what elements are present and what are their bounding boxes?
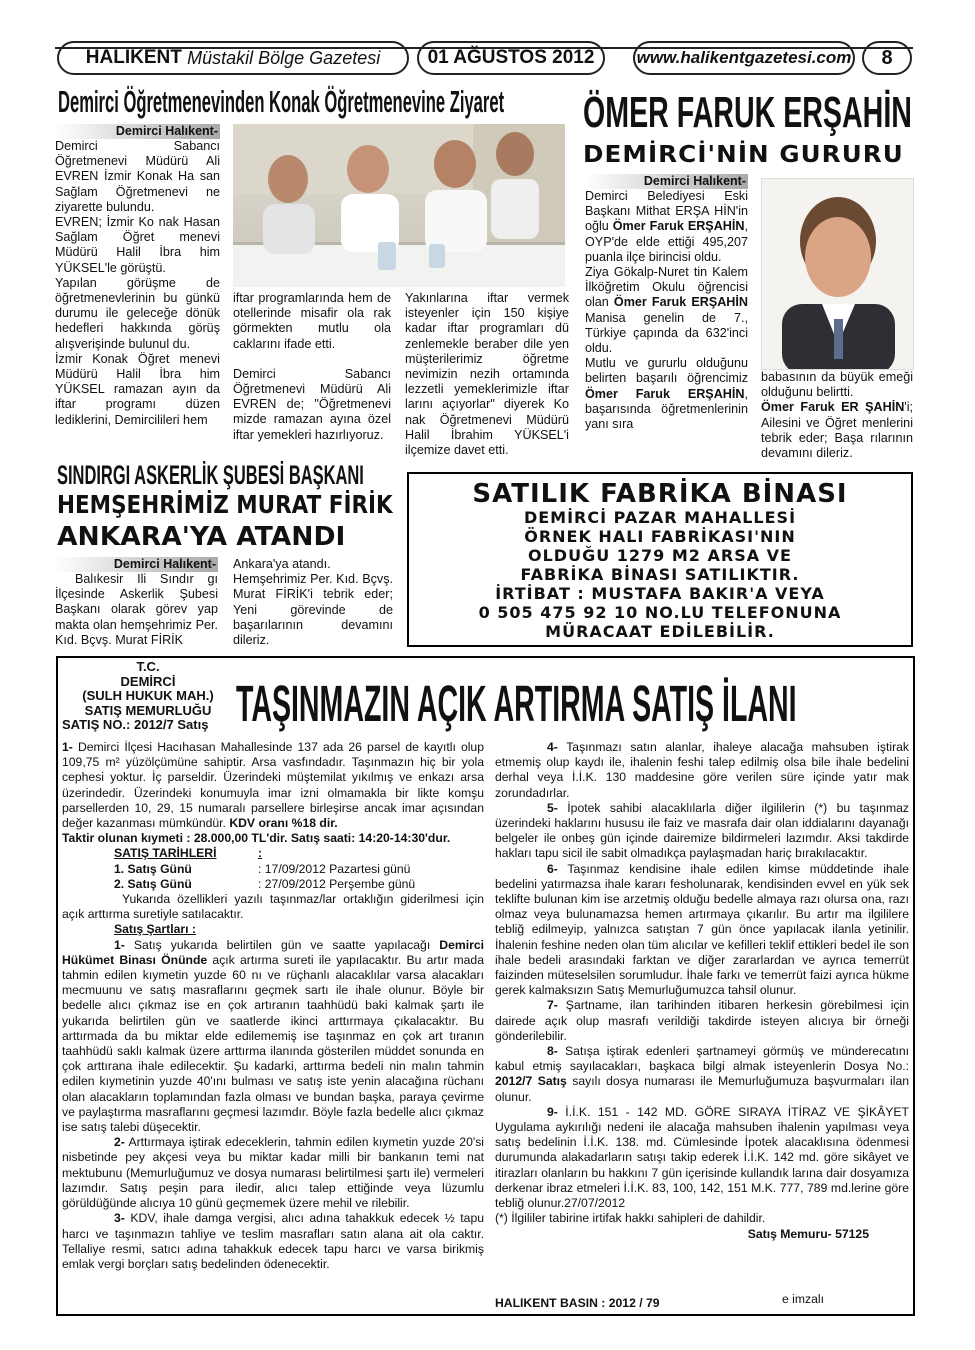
notice-headline	[236, 674, 916, 736]
article2-byline: Demirci Halıkent-	[585, 174, 748, 189]
signature: Satış Memuru- 57125	[747, 1226, 869, 1241]
article3-byline: Demirci Halıkent-	[55, 557, 218, 572]
article1-para: Demirci Sabancı Öğretmenevi Müdürü Ali EVREN İzmir Konak Ha san Sağlam Öğretmenevi ne ziyarette bulundu.	[55, 139, 220, 214]
ad-headline: SATILIK FABRİKA BİNASI	[472, 479, 848, 509]
student-name: Ömer Faruk ERŞAHİN	[585, 386, 745, 401]
sale-date-1: 1. Satış Günü : 17/09/2012 Pazartesi günü	[114, 861, 411, 876]
term-8: 8- Satışa iştirak edenleri şartnameyi görmüş ve münderecatını kabul etmiş sayılacakları, başkaca bilgi almak isteyenlerin Dosya No.: 2012/7 Satış sayılı dosya numarası ile Memurluğumuza başvurmaları ilan olunur.	[495, 1044, 910, 1104]
notice-headline-text: TAŞINMAZIN AÇIK ARTIRMA SATIŞ İLANI	[236, 675, 797, 732]
article2-para: Mutlu ve gururlu olduğunu belirten başarılı öğrencimiz Ömer Faruk ERŞAHİN, başarısında öğretmenlerinin yanı sıra	[585, 356, 748, 432]
article3-headline3	[57, 522, 397, 558]
student-name: Ömer Faruk ERŞAHİN	[613, 295, 748, 310]
article2-para: Ömer Faruk ER ŞAHİN'i; Ailesini ve Öğret menlerini tebrik eder; Başa rılarının devamını dileriz.	[761, 400, 913, 461]
page-number-badge	[862, 41, 912, 75]
ad-line: ÖRNEK HALI FABRİKASI'NIN	[524, 527, 796, 546]
article3-headline1-text: SINDIRGI ASKERLİK ŞUBESİ BAŞKANI	[57, 460, 364, 490]
article1-col2	[233, 291, 391, 443]
issue-date	[417, 41, 605, 75]
article3-headline1	[57, 460, 397, 494]
term-7: 7- Şartname, ilan tarihinden itibaren herkesin görebilmesi için dairede açık olup masrafı verildiği takdirde isteyen alıcıya bir örneği gönderilebilir.	[495, 998, 909, 1043]
footnote: (*) İlgililer tabirine irtifak hakkı sahipleri de dahildir.	[495, 1211, 766, 1226]
article1-para: Yakınlarına iftar vermek isteyenler için 150 kişiye kadar iftar programları dü zenlemekle beraber dile yen müşterilerimiz öğretme nevimizin nezih ortamında lezzetli yemeklerimizle iftar larını açıyorlar" diyerek Ko nak Öğretmenevi Müdürü Halil İbrahim YÜKSEL'i ilçemize davet etti.	[405, 291, 569, 458]
page-number: 8	[881, 46, 893, 69]
article1-headline	[58, 84, 570, 124]
paper-name: HALIKENT	[85, 47, 182, 68]
article2-col1	[585, 174, 748, 432]
article3-headline3-text: ANKARA'YA ATANDI	[57, 522, 346, 552]
ad-phone: 0 505 475 92 10 NO.LU TELEFONUNA	[478, 603, 842, 622]
article1-byline: Demirci Halıkent-	[55, 124, 220, 139]
term-9: 9- İ.İ.K. 151 - 142 MD. GÖRE SIRAYA İTİRAZ VE ŞİKÂYET Uygulama aykırılığı nedeni ile alacağa mahsuben ihalenin yapılması veya satış bedelinin İ.İ.K. 138. md. Cümlesinde İpotek alacaklısına ödenmesi durumunda alakadarların satışı takip ederek İ.İ.K. 142 md. göre sikâyet ve itirazları olanların bu hakkını 7 gün içerisinde kullandık larına dair dosyamıza derkenar ibraz etmeleri İ.İ.K. 83, 100, 142, 151 M.K. 777, 789 md.lerine göre tebliğ olunur.27/07/2012	[495, 1104, 909, 1211]
ad-line: MÜRACAAT EDİLEBİLİR.	[545, 622, 775, 641]
notice-col-left	[62, 740, 484, 1272]
sale-date-2: 2. Satış Günü : 27/09/2012 Perşembe günü	[114, 876, 416, 891]
article2-para: babasının da büyük emeği olduğunu belirtti.	[761, 370, 913, 400]
ad-line: İRTİBAT : MUSTAFA BAKIR'A VEYA	[495, 584, 825, 603]
article2-headline-text: ÖMER FARUK ERŞAHİN	[583, 88, 912, 137]
org-line: (SULH HUKUK MAH.)	[82, 688, 214, 703]
article1-para: Demirci Sabancı Öğretmenevi Müdürü Ali EVREN de; "Öğretmenevi mizde ramazan ayına özel iftar yemekleri hazırlıyoruz.	[233, 366, 391, 442]
issue-date-text: 01 AĞUSTOS 2012	[427, 47, 595, 68]
sale-dates	[114, 846, 484, 892]
term-5: 5- İpotek sahibi alacaklılarla diğer ilgililerin (*) bu taşınmaz üzerindeki haklarını hususu ile faiz ve masrafa dair olan iddialarını dayanağı belgeler ile onbeş gün içinde dairemize bildirmeleri lazımdır. Aksi takdirde hakları tapu sicil ile sabit olmadıkça paylaşmadan hariç bırakılacaktır.	[495, 800, 909, 861]
signature-note: e imzalı	[782, 1292, 824, 1306]
article3-para: Hemşehrimiz Per. Kıd. Bçvş. Murat FİRİK'i tebrik eder; Yeni görevinde de başarılarının devamını dileriz.	[233, 572, 393, 648]
student-name: Ömer Faruk ERŞAHİN	[612, 219, 745, 234]
article3-para: Balıkesir Ili Sındır gı İlçesinde Askerlik Şubesi Başkanı olarak görev yap makta olan hemşehrimiz Per. Kıd. Bçvş. Murat FİRİK	[55, 572, 218, 647]
paper-subtitle: Müstakil Bölge Gazetesi	[187, 47, 381, 68]
article1-col3	[405, 291, 569, 458]
ad-line: OLDUĞU 1279 M2 ARSA VE	[528, 546, 792, 565]
org-line: SATIŞ MEMURLUĞU	[84, 702, 212, 718]
notice-org	[62, 660, 234, 733]
term-6: 6- Taşınmaz kendisine ihale edilen kimse müddetinde ihale bedelini yatırmazsa ihale kararı fesholunarak, kendisinden evvel en yük sek teklifte bulunan kim ise arzetmiş olduğu bedelle almaya razı olursa ona, razı olmaz veya bulunamazsa hemen artırmaya çıkarılır. Bu artır ma ilgililere tebliğ edilmeyip, yalnızca satıştan 7 gün önce yapılacak ilanla yetinilir. İhalenin feshine neden olan tüm alıcılar ve kefilleri teklif ettikleri bedel ile son ihale bedeli arasındaki farktan ve diğer zararlardan ve ayrıca temerrüt faizinden müteselsilen sorumludur. İhale farkı ve temerrüt faizi ayrıca hükme gerek kalmaksızın Satış Memurluğumuzca tahsil olunur.	[495, 861, 909, 998]
article1-para: Yapılan görüşme de öğretmenevlerinin bu günkü durumu ile geleceğe dönük hedefleri hakkında görüş alışverişinde bulunul du.	[55, 275, 220, 351]
term-2: 2- Arttırmaya iştirak edeceklerin, tahmin edilen kıymetin yuzde 20'si nisbetinde pey akçesi veya bu miktar kadar milli bir bankanın temi nat mektubunu (Memurluğumuz ve dosya numarası belirtilmesi şartı ile) vermeleri lazımdır. Satış peşin para iledir, alıcı talep ettiğinde veya lüzumlu görüldüğünde alıcıya 10 günü geçmemek üzere mehil ve rilebilir.	[62, 1135, 484, 1211]
masthead-title	[57, 41, 409, 75]
article2-subheadline	[583, 142, 919, 174]
article2-col2	[761, 370, 913, 461]
factory-sale-ad	[407, 472, 913, 647]
article3-headline2	[57, 490, 397, 526]
article1-photo	[233, 124, 565, 287]
term-4: 4- Taşınmazı satın alanlar, ihaleye alacağa mahsuben iştirak etmemiş olup kaydı ile, ihalenin feshi talep edilmiş olsa bile ihale bedelini derhal veya İ.İ.K. 130 maddesine göre verilen süre içinde yatır mak zorundadırlar.	[495, 740, 909, 800]
teachers-meeting-photo	[233, 124, 565, 287]
student-portrait	[762, 179, 914, 370]
article1-headline-text: Demirci Öğretmenevinden Konak Öğretmenevine Ziyaret	[58, 84, 505, 119]
student-photo	[761, 178, 914, 370]
article3-headline2-text: HEMŞEHRİMİZ MURAT FİRİK	[57, 490, 393, 519]
article2-para: Demirci Belediyesi Eski Başkanı Mithat ERŞA HİN'in oğlu Ömer Faruk ERŞAHİN, OYP'de elde ettiği 495,207 puanla ilçe birincisi oldu.	[585, 189, 748, 264]
notice-para-1: 1- Demirci İlçesi Hacıhasan Mahallesinde 137 ada 26 parsel de kayıtlı olup 109,75 m² yüzölçümüne sahiptir. Arsa vasfındadır. Taşınmazın hiç bir yola cephesi yoktur. İç parseldir. Üzerindeki müştemilat yıkılmış ve enkazı arsa üzerindedir. Üzerindeki konumuyla imar izni olmamakla bir likte komşu parsellerden 10, 29, 15 numaralı parsellere birleşirse ancak imar açısından değer kazanması mümkündür. KDV oranı %18 dir.	[62, 740, 484, 831]
terms-heading: Satış Şartları :	[114, 922, 196, 937]
article1-col1	[55, 124, 220, 428]
notice-col-right	[495, 740, 909, 1242]
article1-para: iftar programlarında hem de otellerinde misafir ola rak görmekten mutlu ola caklarını ifade etti.	[233, 291, 391, 351]
article3-col2	[233, 557, 393, 648]
article1-para: EVREN; İzmir Ko nak Hasan Sağlam Öğret menevi Müdürü Halil İbra him YÜKSEL'le görüştü.	[55, 215, 220, 275]
article2-para: Ziya Gökalp-Nuret tin Kalem İlköğretim Okulu öğrencisi olan Ömer Faruk ERŞAHİN Manisa genelin de 7., Türkiye çapında da 632'inci oldu.	[585, 265, 748, 356]
valuation: Taktir olunan kıymeti : 28.000,00 TL'dir. Satış saati: 14:20-14:30'dur.	[62, 831, 451, 846]
article2-headline	[583, 88, 919, 140]
org-line: T.C.	[136, 659, 160, 674]
sale-dates-row: SATIŞ TARİHLERİ :	[114, 846, 263, 861]
website-badge	[633, 41, 855, 75]
sale-number: SATIŞ NO.: 2012/7 Satış	[62, 717, 209, 732]
auction-notice	[56, 656, 915, 1316]
notice-intro: Yukarıda özellikleri yazılı taşınmaz/lar ortaklığın giderilmesi için açık arttırma suretiyle satılacaktır.	[62, 892, 484, 922]
website-text: www.halikentgazetesi.com	[636, 48, 852, 67]
org-line: DEMİRCİ	[120, 673, 176, 689]
article1-para: İzmir Konak Öğret menevi Müdürü Halil İbra him YÜKSEL ramazan ayın da iftar programı düzen lediklerini, Demircilileri hem	[55, 351, 220, 427]
article3-para: Ankara'ya atandı.	[233, 557, 331, 571]
ad-line: FABRİKA BİNASI SATILIKTIR.	[520, 565, 800, 584]
article3-col1	[55, 557, 218, 648]
article2-subheadline-text: DEMİRCİ'NİN GURURU	[583, 142, 904, 168]
press-reference: HALIKENT BASIN : 2012 / 79	[495, 1296, 660, 1310]
term-3: 3- KDV, ihale damga vergisi, alıcı adına tahakkuk edecek ½ tapu harcı ve taşınmazın tahliye ve teslim masrafları satın alana ait ola caktır. Tellaliye resmi, satıcı adına tahakkuk edecek tapu harcı ve varsa birikmiş emlak vergi borçları satış bedelinden ödenecektir.	[62, 1211, 484, 1271]
term-1: 1- Satış yukarıda belirtilen gün ve saatte yapılacağı Demirci Hükümet Binası Önünde açık artırma sureti ile yapılacaktır. Bu artır mada tahmin edilen kıymetin yuzde 60 nı ve rüçhanlı alacaklılar varsa alacakları mecmuunu ve satış masraflarını geçmek sartı ile ihale olunur. Böyle bir bedelle alıcı çıkmaz ise en çok artıranın taahhüdü baki kalmak şartı ile yukarıda belirtilen gün ve saatlerde ikinci arttırmaya çıkalacaktır. Bu arttırmada da bu miktar elde edilememiş ise taşınmaz en çok art tıranın taahhüdü saklı kalmak üzere arttırma ilanında gösterilen müddet sonunda en çok arttırana ihale edilecektir. Şu kadarki, arttırma bedeli nin malın tahmin edilen kıymetinin yuzde 40'ını bulması ve satış iste yenin alacağına rüchanı olan alacakların toplamından fazla olması ve bundan başka, paraya çevirme ve paylaştırma masraflarını geçmesi lazımdır. Böyle fazla bedelle alıcı çıkmaz ise satış talebi düşecektir.	[62, 937, 484, 1135]
ad-line: DEMİRCİ PAZAR MAHALLESİ	[523, 508, 797, 527]
